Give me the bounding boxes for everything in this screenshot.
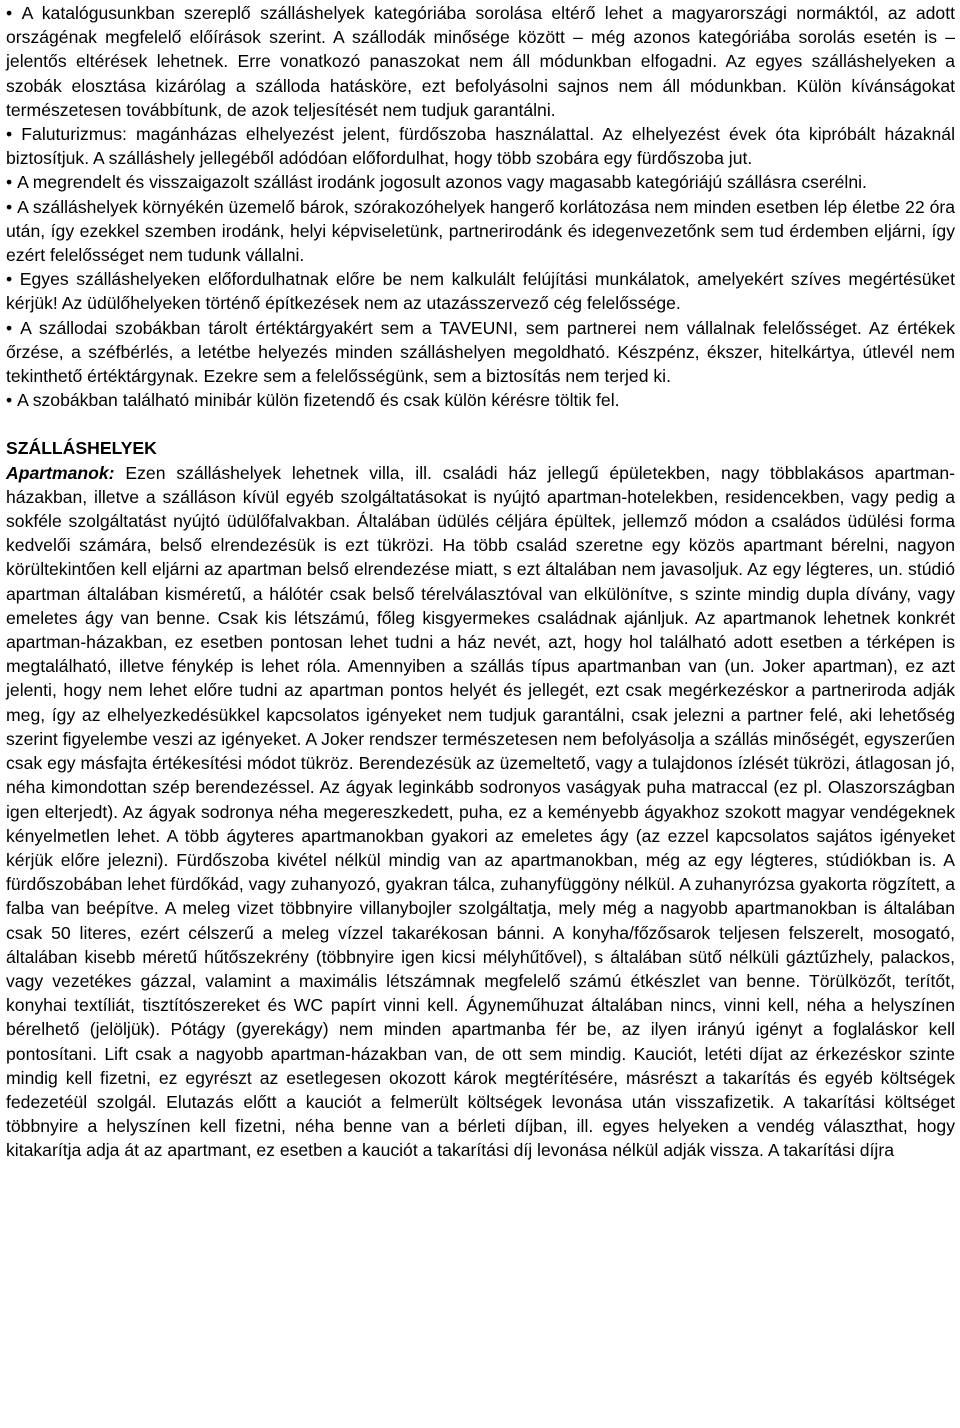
apartments-lead: Apartmanok: [6, 462, 115, 483]
bullet-item: • A megrendelt és visszaigazolt szállást irodánk jogosult azonos vagy magasabb kategóriájú szállásra cserélni. [6, 170, 955, 194]
bullet-item: • A katalógusunkban szereplő szálláshelyek kategóriába sorolása eltérő lehet a magyarországi normáktól, az adott országénak megfelelő előírások szerint. A szállodák minősége között – még azonos kategóriába sorolás esetén is – jelentős eltérések lehetnek. Erre vonatkozó panaszokat nem áll módunkban elfogadni. Az egyes szálláshelyeken a szobák elosztása kizárólag a szálloda hatásköre, ezt befolyásolni sajnos nem áll módunkban. Külön kívánságokat természetesen továbbítunk, de azok teljesítését nem tudjuk garantálni. [6, 1, 955, 122]
bullet-item: • Faluturizmus: magánházas elhelyezést jelent, fürdőszoba használattal. Az elhelyezést évek óta kipróbált házaknál biztosítjuk. A szálláshely jellegéből adódóan előfordulhat, hogy több szobára egy fürdőszoba jut. [6, 122, 955, 170]
section-heading: SZÁLLÁSHELYEK [6, 438, 157, 459]
apartments-paragraph [6, 461, 955, 1163]
bullet-item: • A szállodai szobákban tárolt értéktárgyakért sem a TAVEUNI, sem partnerei nem vállalnak felelősséget. Az értékek őrzése, a széfbérlés, a letétbe helyezés minden szálláshelyen megoldható. Készpénz, ékszer, hitelkártya, útlevél nem tekinthető értéktárgynak. Ezekre sem a felelősségünk, sem a biztosítás nem terjed ki. [6, 316, 955, 389]
section-spacer [6, 412, 955, 436]
bullet-item: • A szálláshelyek környékén üzemelő bárok, szórakozóhelyek hangerő korlátozása nem minden esetben lép életbe 22 óra után, így ezekkel szemben irodánk, helyi képviseletünk, partnerirodánk és idegenvezetőnk sem tud érdemben eljárni, így ezért felelősséget nem tudunk vállalni. [6, 195, 955, 268]
apartments-body: Ezen szálláshelyek lehetnek villa, ill. családi ház jellegű épületekben, nagy többlakásos apartman-házakban, illetve a szálláson kívül egyéb szolgáltatásokat is nyújtó apartman-hotelekben, residencekben, vagy pedig a sokféle szolgáltatást nyújtó üdülőfalvakban. Általában üdülés céljára épültek, jellemző módon a családos üdülési forma kedvelői számára, belső elrendezésük is ezt tükrözi. Ha több család szeretne egy közös apartmant bérelni, nagyon körültekintően kell eljárni az apartman belső elrendezése miatt, s ezt általában nem javasoljuk. Az egy légteres, un. stúdió apartman általában kisméretű, a hálótér csak belső térelválasztóval van elkülönítve, s szinte mindig dupla dívány, vagy emeletes ágy van benne. Csak kis létszámú, főleg kisgyermekes családnak ajánljuk. Az apartmanok lehetnek konkrét apartman-házakban, ez esetben pontosan lehet tudni a ház nevét, azt, hogy hol található adott esetben a térképen is megtalálható, illetve fénykép is lehet róla. Amennyiben a szállás típus apartmanban van (un. Joker apartman), ez azt jelenti, hogy nem lehet előre tudni az apartman pontos helyét és jellegét, ezt csak megérkezéskor a partneriroda adják meg, így az elhelyezkedésükkel kapcsolatos igényeket nem tudjuk garantálni, csak jelezni a partner felé, aki lehetőség szerint figyelembe veszi az igényeket. A Joker rendszer természetesen nem befolyásolja a szállás minőségét, egyszerűen csak egy másfajta értékesítési módot tükröz. Berendezésük az üzemeltető, vagy a tulajdonos ízlését tükrözi, átlagosan jó, néha kimondottan szép berendezéssel. Az ágyak leginkább sodronyos vaságyak puha matraccal (ez pl. Olaszországban igen elterjedt). Az ágyak sodronya néha megereszkedett, puha, ez a keményebb ágyakhoz szokott magyar vendégeknek kényelmetlen lehet. A több ágyteres apartmanokban gyakori az emeletes ágy (az ezzel kapcsolatos sajátos igényeket kérjük előre jelezni). Fürdőszoba kivétel nélkül mindig van az apartmanokban, még az egy légteres, stúdiókban is. A fürdőszobában lehet fürdőkád, vagy zuhanyozó, gyakran tálca, zuhanyfüggöny nélkül. A zuhanyrózsa gyakorta rögzített, a falba van beépítve. A meleg vizet többnyire villanybojler szolgáltatja, mely még a nagyobb apartmanokban is általában csak 50 literes, ezért célszerű a meleg vízzel takarékosan bánni. A konyha/főzősarok teljesen felszerelt, mosogató, általában kisebb méretű hűtőszekrény (többnyire igen kicsi mélyhűtővel), s általában sütő nélküli gáztűzhely, palackos, vagy vezetékes gázzal, valamint a maximális létszámnak megfelelő számú étkészlet van benne. Törülközőt, terítőt, konyhai textíliát, tisztítószereket és WC papírt vinni kell. Ágyneműhuzat általában nincs, vinni kell, néha a helyszínen bérelhető (jelöljük). Pótágy (gyerekágy) nem minden apartmanba fér be, az ilyen irányú igényt a foglaláskor kell pontosítani. Lift csak a nagyobb apartman-házakban van, de ott sem mindig. Kauciót, letéti díjat az érkezéskor szinte mindig kell fizetni, ez egyrészt az esetlegesen okozott károk megtérítésére, másrészt a takarítás és egyéb költségek fedezetéül szolgál. Elutazás előtt a kauciót a felmerült költségek levonása után visszafizetik. A takarítási költséget többnyire a helyszínen kell fizetni, néha benne van a bérleti díjban, ill. egyes helyeken a vendég választhat, hogy kitakarítja adja át az apartmant, ez esetben a kauciót a takarítási díj levonása nélkül adják vissza. A takarítási díjra [6, 462, 955, 1161]
bullet-item: • A szobákban található minibár külön fizetendő és csak külön kérésre töltik fel. [6, 388, 955, 412]
document-page [6, 1, 955, 1163]
bullet-list [6, 1, 955, 412]
bullet-item: • Egyes szálláshelyeken előfordulhatnak előre be nem kalkulált felújítási munkálatok, amelyekért szíves megértésüket kérjük! Az üdülőhelyeken történő építkezések nem az utazásszervező cég felelőssége. [6, 267, 955, 315]
